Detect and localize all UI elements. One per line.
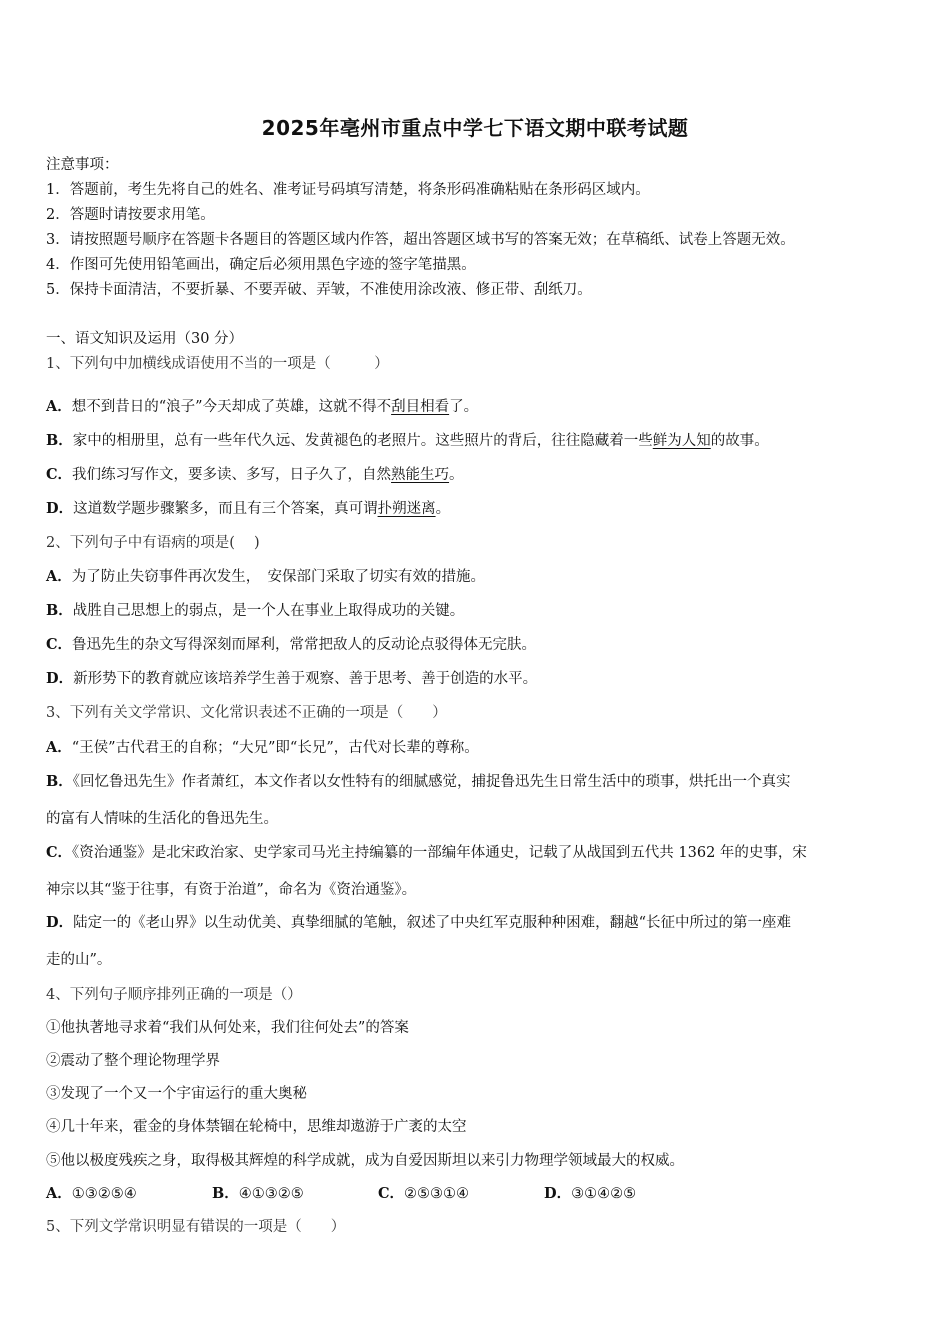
notice-item: 3．请按照题号顺序在答题卡各题目的答题区域内作答，超出答题区域书写的答案无效；在草稿纸、试卷上答题无效。 (46, 232, 795, 248)
option-label: D． (46, 500, 74, 517)
option-text: 新形势下的教育就应该培养学生善于观察、善于思考、善于创造的水平。 (73, 671, 538, 687)
question-1-option-b (46, 429, 769, 450)
option-text: 陆定一的《老山界》以生动优美、真挚细腻的笔触，叙述了中央红军克服种种困难，翻越“长征中所过的第一座难 (73, 915, 791, 931)
option-label: C． (46, 466, 73, 483)
option-text: ①③②⑤④ (71, 1186, 137, 1202)
question-4-sentence: ④几十年来，霍金的身体禁锢在轮椅中，思维却遨游于广袤的太空 (46, 1119, 467, 1135)
question-3-option-d (46, 911, 791, 932)
option-text: ③①④②⑤ (571, 1186, 637, 1202)
question-2-option-b (46, 599, 464, 620)
option-label: B． (46, 602, 73, 619)
question-3-stem: 3、下列有关文学常识、文化常识表述不正确的一项是（ ） (46, 705, 447, 721)
option-text: ②⑤③①④ (404, 1186, 470, 1202)
option-label: B． (46, 432, 73, 449)
question-1-option-d (46, 497, 450, 518)
option-text: 。 (435, 501, 451, 517)
option-text: 。 (449, 467, 464, 483)
question-3-option-c (46, 841, 807, 862)
question-2-option-d (46, 667, 537, 688)
question-3-option-d-cont: 走的山”。 (46, 952, 112, 968)
question-4-option-b (212, 1182, 378, 1203)
question-1-stem: 1、下列句中加横线成语使用不当的一项是（ ） (46, 356, 389, 372)
question-3-option-b-cont: 的富有人情味的生活化的鲁迅先生。 (46, 811, 278, 827)
question-3-option-a (46, 736, 479, 757)
option-text: 《回忆鲁迅先生》作者萧红，本文作者以女性特有的细腻感觉，捕捉鲁迅先生日常生活中的琐事，烘托出一个真实 (72, 774, 791, 790)
option-text: 了。 (449, 399, 479, 415)
notice-item: 1．答题前，考生先将自己的姓名、准考证号码填写清楚，将条形码准确粘贴在条形码区域内。 (46, 182, 650, 198)
underlined-idiom: 鲜为人知 (652, 433, 711, 449)
underlined-idiom: 刮目相看 (391, 399, 450, 415)
option-text: 鲁迅先生的杂文写得深刻而犀利，常常把敌人的反动论点驳得体无完肤。 (72, 637, 537, 653)
option-label: A． (46, 739, 72, 756)
question-4-sentence: ⑤他以极度残疾之身，取得极其辉煌的科学成就，成为自爱因斯坦以来引力物理学领域最大的权威。 (46, 1153, 684, 1169)
option-text: 战胜自己思想上的弱点，是一个人在事业上取得成功的关键。 (72, 603, 465, 619)
section-heading: 一、语文知识及运用（30 分） (46, 331, 244, 347)
option-label: A． (46, 1185, 72, 1202)
option-label: C． (46, 844, 73, 861)
question-4-option-c (378, 1182, 544, 1203)
option-text: 的故事。 (710, 433, 769, 449)
page-title: 2025年亳州市重点中学七下语文期中联考试题 (261, 116, 689, 140)
notice-heading: 注意事项： (46, 157, 119, 173)
option-label: C． (46, 636, 73, 653)
question-4-sentence: ②震动了整个理论物理学界 (46, 1053, 220, 1069)
question-3-option-b (46, 770, 791, 791)
question-2-option-c (46, 633, 536, 654)
option-label: D． (544, 1185, 572, 1202)
option-text: 家中的相册里，总有一些年代久远、发黄褪色的老照片。这些照片的背后，往往隐藏着一些 (72, 433, 653, 449)
question-4-options (46, 1182, 926, 1203)
option-label: B． (46, 773, 73, 790)
option-text: 为了防止失窃事件再次发生， 安保部门采取了切实有效的措施。 (71, 569, 486, 585)
question-2-stem: 2、下列句子中有语病的项是( ) (46, 535, 260, 551)
option-text: 这道数学题步骤繁多，而且有三个答案，真可谓 (73, 501, 378, 517)
option-label: B． (212, 1185, 239, 1202)
question-4-option-a (46, 1182, 212, 1203)
option-text: “王侯”古代君王的自称；“大兄”即“长兄”，古代对长辈的尊称。 (71, 740, 479, 756)
option-text: 想不到昔日的“浪子”今天却成了英雄，这就不得不 (71, 399, 392, 415)
question-4-sentence: ③发现了一个又一个宇宙运行的重大奥秘 (46, 1086, 307, 1102)
notice-item: 4．作图可先使用铅笔画出，确定后必须用黑色字迹的签字笔描黑。 (46, 257, 476, 273)
question-3-option-c-cont: 神宗以其“鉴于往事，有资于治道”，命名为《资治通鉴》。 (46, 882, 417, 898)
option-label: D． (46, 914, 74, 931)
option-label: D． (46, 670, 74, 687)
option-label: A． (46, 398, 72, 415)
option-text: 《资治通鉴》是北宋政治家、史学家司马光主持编纂的一部编年体通史，记载了从战国到五代共 1362 年的史事，宋 (72, 845, 807, 861)
question-4-option-d (544, 1182, 710, 1203)
question-4-stem: 4、下列句子顺序排列正确的一项是（） (46, 987, 302, 1003)
option-label: A． (46, 568, 72, 585)
notice-item: 5．保持卡面清洁，不要折暴、不要弄破、弄皱，不准使用涂改液、修正带、刮纸刀。 (46, 282, 592, 298)
question-2-option-a (46, 565, 485, 586)
question-1-option-a (46, 395, 478, 416)
question-5-stem: 5、下列文学常识明显有错误的一项是（ ） (46, 1219, 346, 1235)
option-label: C． (378, 1185, 405, 1202)
underlined-idiom: 扑朔迷离 (377, 501, 436, 517)
option-text: ④①③②⑤ (238, 1186, 304, 1202)
question-1-option-c (46, 463, 464, 484)
option-text: 我们练习写作文，要多读、多写，日子久了，自然 (72, 467, 392, 483)
question-4-sentence: ①他执著地寻求着“我们从何处来，我们往何处去”的答案 (46, 1020, 409, 1036)
notice-item: 2．答题时请按要求用笔。 (46, 207, 215, 223)
underlined-idiom: 熟能生巧 (391, 467, 450, 483)
